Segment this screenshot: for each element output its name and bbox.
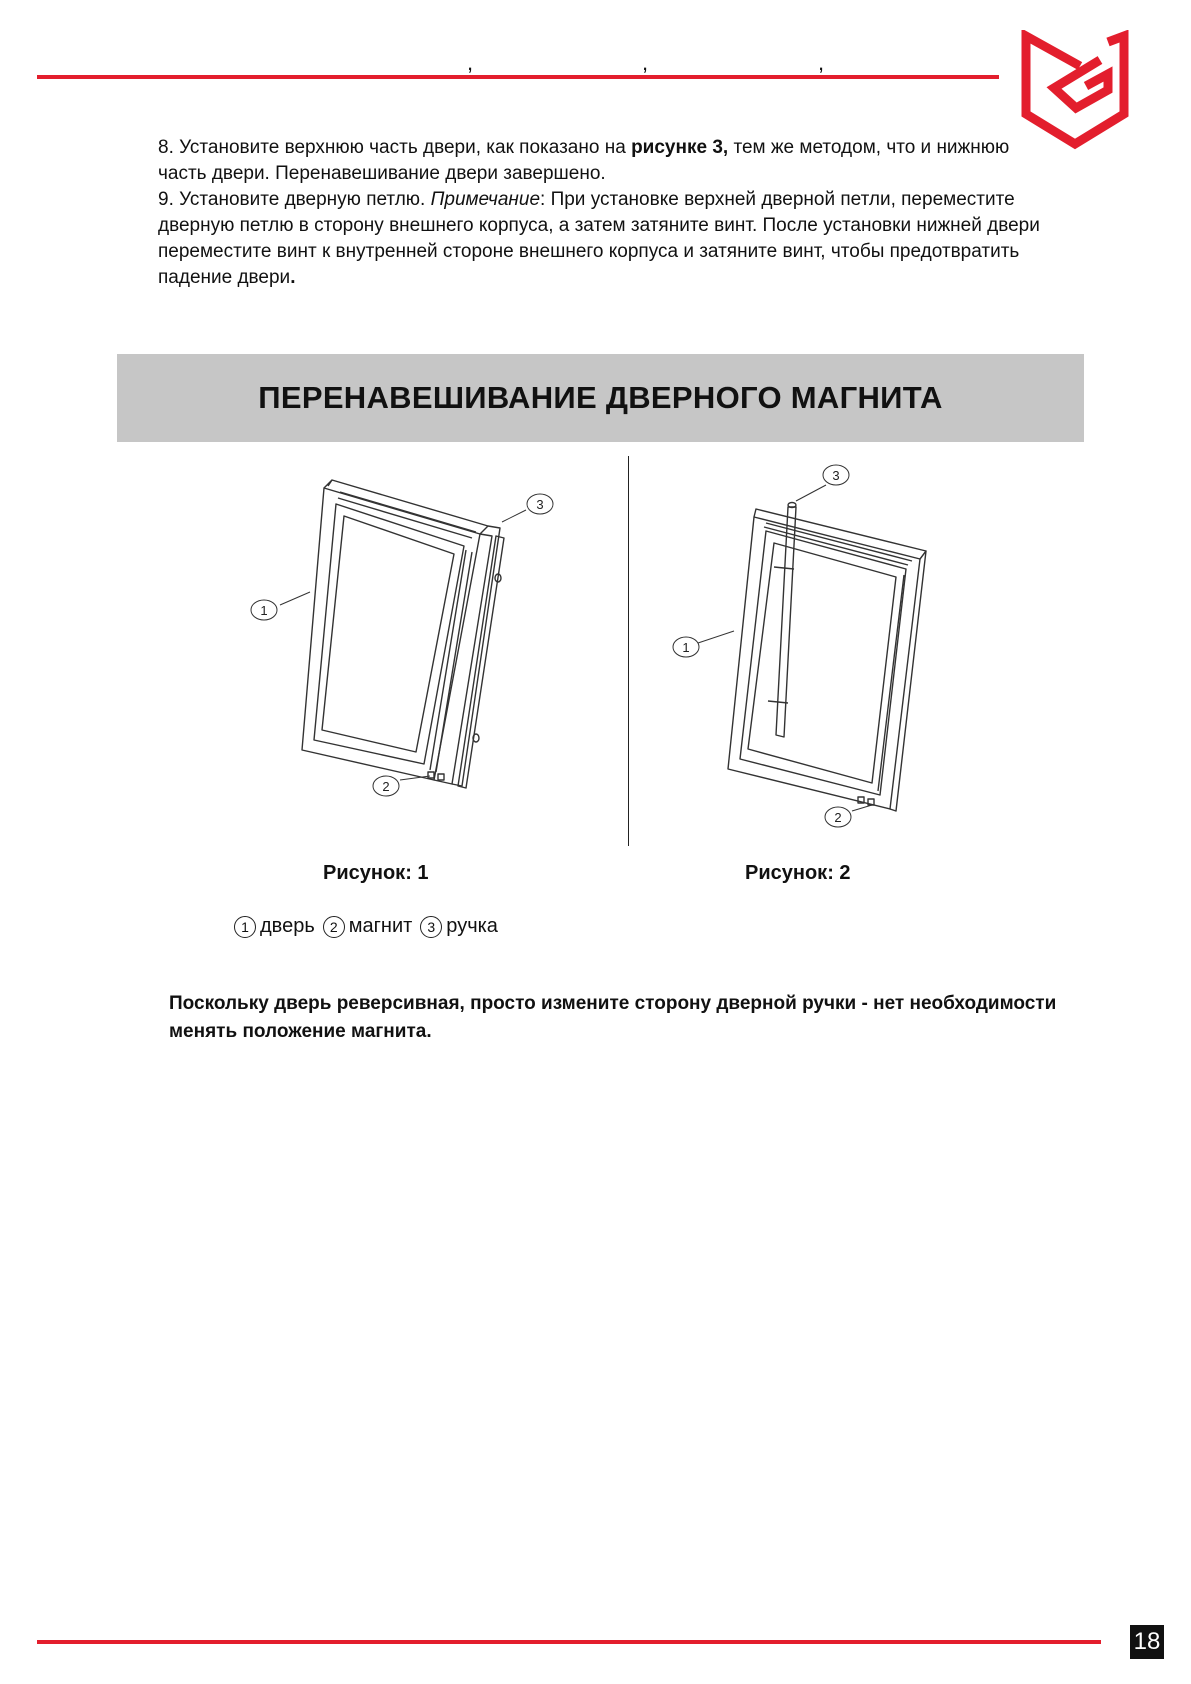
header-rule (37, 75, 999, 79)
door-frame-inner (314, 504, 464, 764)
callout-label: 1 (260, 603, 268, 618)
door-glass (322, 516, 454, 752)
step-9-note-label: Примечание (430, 189, 541, 210)
instructions (158, 135, 1058, 291)
footer-rule (37, 1640, 1101, 1644)
legend-label: дверь (260, 915, 315, 937)
legend (234, 915, 498, 938)
callout-label: 2 (382, 779, 390, 794)
step-8-text: 8. Установите верхнюю часть двери, как показано на (158, 137, 632, 158)
figure-2-callout-2 (825, 807, 851, 827)
legend-label: ручка (446, 915, 498, 937)
figure-divider (628, 456, 629, 846)
callout-label: 3 (536, 497, 544, 512)
header-comma: , (818, 50, 825, 75)
header-comma: , (642, 50, 649, 75)
step-8-text-end: тем же методом, что и нижнюю часть двери. Перенавешивание двери завершено. (158, 137, 1010, 184)
legend-number: 1 (234, 916, 256, 938)
header-comma: , (467, 50, 474, 75)
figure-1-callout-1 (251, 600, 277, 620)
figure-2-caption: Рисунок: 2 (745, 862, 851, 884)
step-9-text: 9. Установите дверную петлю. (158, 189, 431, 210)
figure-1-callout-2 (373, 776, 399, 796)
figure-1-caption: Рисунок: 1 (323, 862, 429, 884)
step-9-text-end: : При установке верхней дверной петли, переместите дверную петлю в сторону внешнего корпуса, а затем затяните винт. После установки нижней двери переместите винт к внутренней стороне внешнего корпуса и затяните винт, чтобы предотвратить падение двери (158, 189, 1040, 288)
step-9-period: . (290, 267, 296, 288)
reversible-door-note: Поскольку дверь реверсивная, просто измените сторону дверной ручки - нет необходимости менять положение магнита. (169, 993, 1057, 1042)
door-glass (748, 543, 896, 783)
figure-2-callout-3 (823, 465, 849, 485)
legend-number: 3 (420, 916, 442, 938)
callout-label: 2 (834, 810, 842, 825)
door-frame-inner (740, 531, 906, 795)
figure-2-drawing (670, 455, 970, 845)
section-banner (117, 354, 1084, 442)
legend-number: 2 (323, 916, 345, 938)
shield-logo-icon (1020, 30, 1130, 150)
figure-1-callout-3 (527, 494, 553, 514)
step-8-paragraph (158, 135, 1058, 187)
page-number: 18 (1130, 1625, 1164, 1659)
figure-2-callout-1 (673, 637, 699, 657)
section-title: ПЕРЕНАВЕШИВАНИЕ ДВЕРНОГО МАГНИТА (258, 380, 943, 415)
callout-label: 3 (832, 468, 840, 483)
step-8-figure-ref: рисунке 3, (631, 137, 729, 158)
figure-1-drawing (240, 470, 570, 825)
step-9-paragraph (158, 187, 1058, 291)
callout-label: 1 (682, 640, 690, 655)
legend-label: магнит (348, 915, 413, 937)
